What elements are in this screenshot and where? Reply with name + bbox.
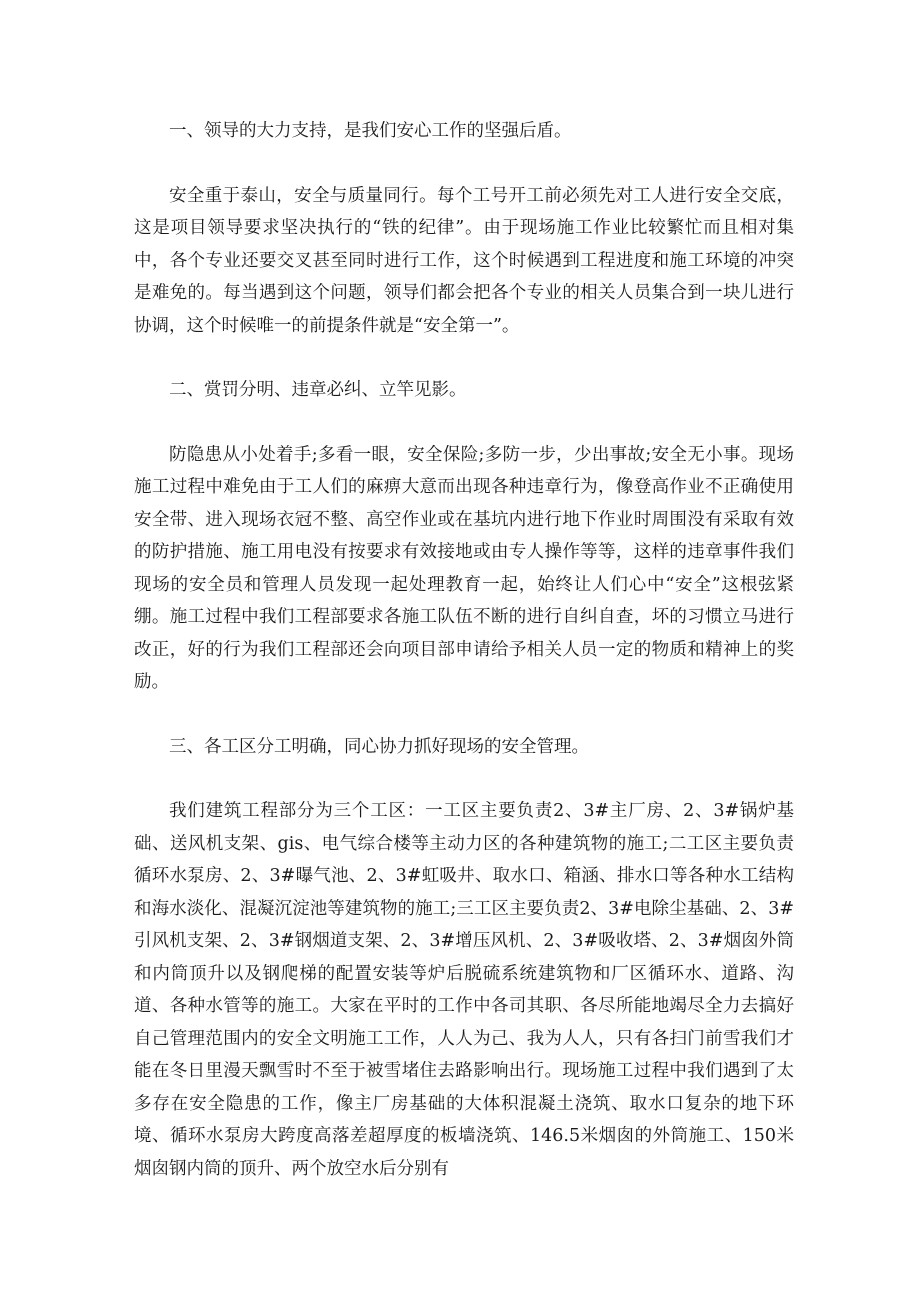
section-3-paragraph: 我们建筑工程部分为三个工区：一工区主要负责2、3#主厂房、2、3#锅炉基础、送风机支架、gis、电气综合楼等主动力区的各种建筑物的施工;二工区主要负责循环水泵房、2、3#曝气池、2、3#虹吸井、取水口、箱涵、排水口等各种水工结构和海水淡化、混凝沉淀池等建筑物的施工;三工区主要负责2、3#电除尘基础、2、3#引风机支架、2、3#钢烟道支架、2、3#增压风机、2、3#吸收塔、2、3#烟囱外筒和内筒顶升以及钢爬梯的配置安装等炉后脱硫系统建筑物和厂区循环水、道路、沟道、各种水管等的施工。大家在平时的工作中各司其职、各尽所能地竭尽全力去搞好自己管理范围内的安全文明施工工作，人人为己、我为人人，只有各扫门前雪我们才能在冬日里漫天飘雪时不至于被雪堵住去路影响出行。现场施工过程中我们遇到了太多存在安全隐患的工作，像主厂房基础的大体积混凝土浇筑、取水口复杂的地下环境、循环水泵房大跨度高落差超厚度的板墙浇筑、146.5米烟囱的外筒施工、150米烟囱钢内筒的顶升、两个放空水后分别有 [134, 801, 794, 1179]
section-heading-2: 二、赏罚分明、违章必纠、立竿见影。 [169, 380, 467, 400]
spacer [134, 407, 794, 439]
spacer [134, 342, 794, 374]
section-heading-3: 三、各工区分工明确，同心协力抓好现场的安全管理。 [169, 736, 589, 757]
document-body [134, 115, 794, 1185]
spacer [134, 763, 794, 795]
spacer [134, 148, 794, 180]
section-1-paragraph: 安全重于泰山，安全与质量同行。每个工号开工前必须先对工人进行安全交底，这是项目领导要求坚决执行的“铁的纪律”。由于现场施工作业比较繁忙而且相对集中，各个专业还要交叉甚至同时进行工作，这个时候遇到工程进度和施工环境的冲突是难免的。每当遇到这个问题，领导们都会把各个专业的相关人员集合到一块儿进行协调，这个时候唯一的前提条件就是“安全第一”。 [134, 185, 794, 336]
spacer [134, 699, 794, 731]
section-heading-1: 一、领导的大力支持，是我们安心工作的坚强后盾。 [169, 121, 572, 141]
section-2-paragraph: 防隐患从小处着手;多看一眼，安全保险;多防一步，少出事故;安全无小事。现场施工过程中难免由于工人们的麻痹大意而出现各种违章行为，像登高作业不正确使用安全带、进入现场衣冠不整、高空作业或在基坑内进行地下作业时周围没有采取有效的防护措施、施工用电没有按要求有效接地或由专人操作等等，这样的违章事件我们现场的安全员和管理人员发现一起处理教育一起，始终让人们心中“安全”这根弦紧绷。施工过程中我们工程部要求各施工队伍不断的进行自纠自查，坏的习惯立马进行改正，好的行为我们工程部还会向项目部申请给予相关人员一定的物质和精神上的奖励。 [134, 444, 794, 692]
